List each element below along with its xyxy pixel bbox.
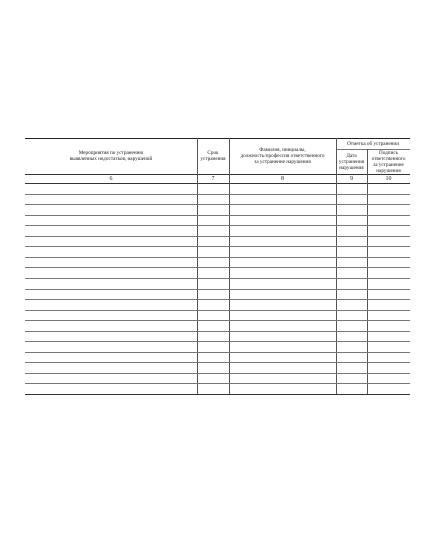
table-row-line (25, 362, 410, 363)
header-responsible-person: Фамилия, инициалы, должность/профессия ответственного за устранение нарушения (240, 147, 325, 165)
header-responsible-signature: Подпись ответственного за устранение нарушения (371, 149, 406, 174)
table-row-line (25, 320, 410, 321)
table-row-line (25, 331, 410, 332)
table-row-line (25, 267, 410, 268)
table-row-line (25, 215, 410, 216)
table-row-line (25, 246, 410, 247)
column-number-7: 7 (211, 175, 215, 182)
column-number-6: 6 (109, 175, 113, 182)
table-row-line (25, 394, 410, 395)
table-row-line (25, 278, 410, 279)
violations-table (25, 138, 410, 394)
table-row-line (25, 236, 410, 237)
table-row-line (25, 299, 410, 300)
column-number-8: 8 (281, 175, 284, 182)
table-row-line (25, 204, 410, 205)
table-row-line (25, 289, 410, 290)
table-row-line (25, 383, 410, 384)
header-elimination-date: Дата устранения нарушения (338, 152, 365, 171)
column-numbers-bottom-border (25, 183, 410, 184)
column-number-9: 9 (350, 175, 353, 182)
table-row-line (25, 225, 410, 226)
table-row-line (25, 341, 410, 342)
table-row-line (25, 257, 410, 258)
header-measures: Мероприятия по устранению выявленных недостатков, нарушений (69, 150, 153, 162)
table-row-line (25, 373, 410, 374)
table-row-line (25, 352, 410, 353)
table-row-line (25, 310, 410, 311)
header-deadline: Срок устранения (200, 150, 226, 162)
column-divider-9-10 (367, 149, 368, 394)
column-number-10: 10 (385, 175, 392, 182)
header-elimination-mark-group: Отметка об устранении (347, 140, 399, 147)
table-row-line (25, 194, 410, 195)
